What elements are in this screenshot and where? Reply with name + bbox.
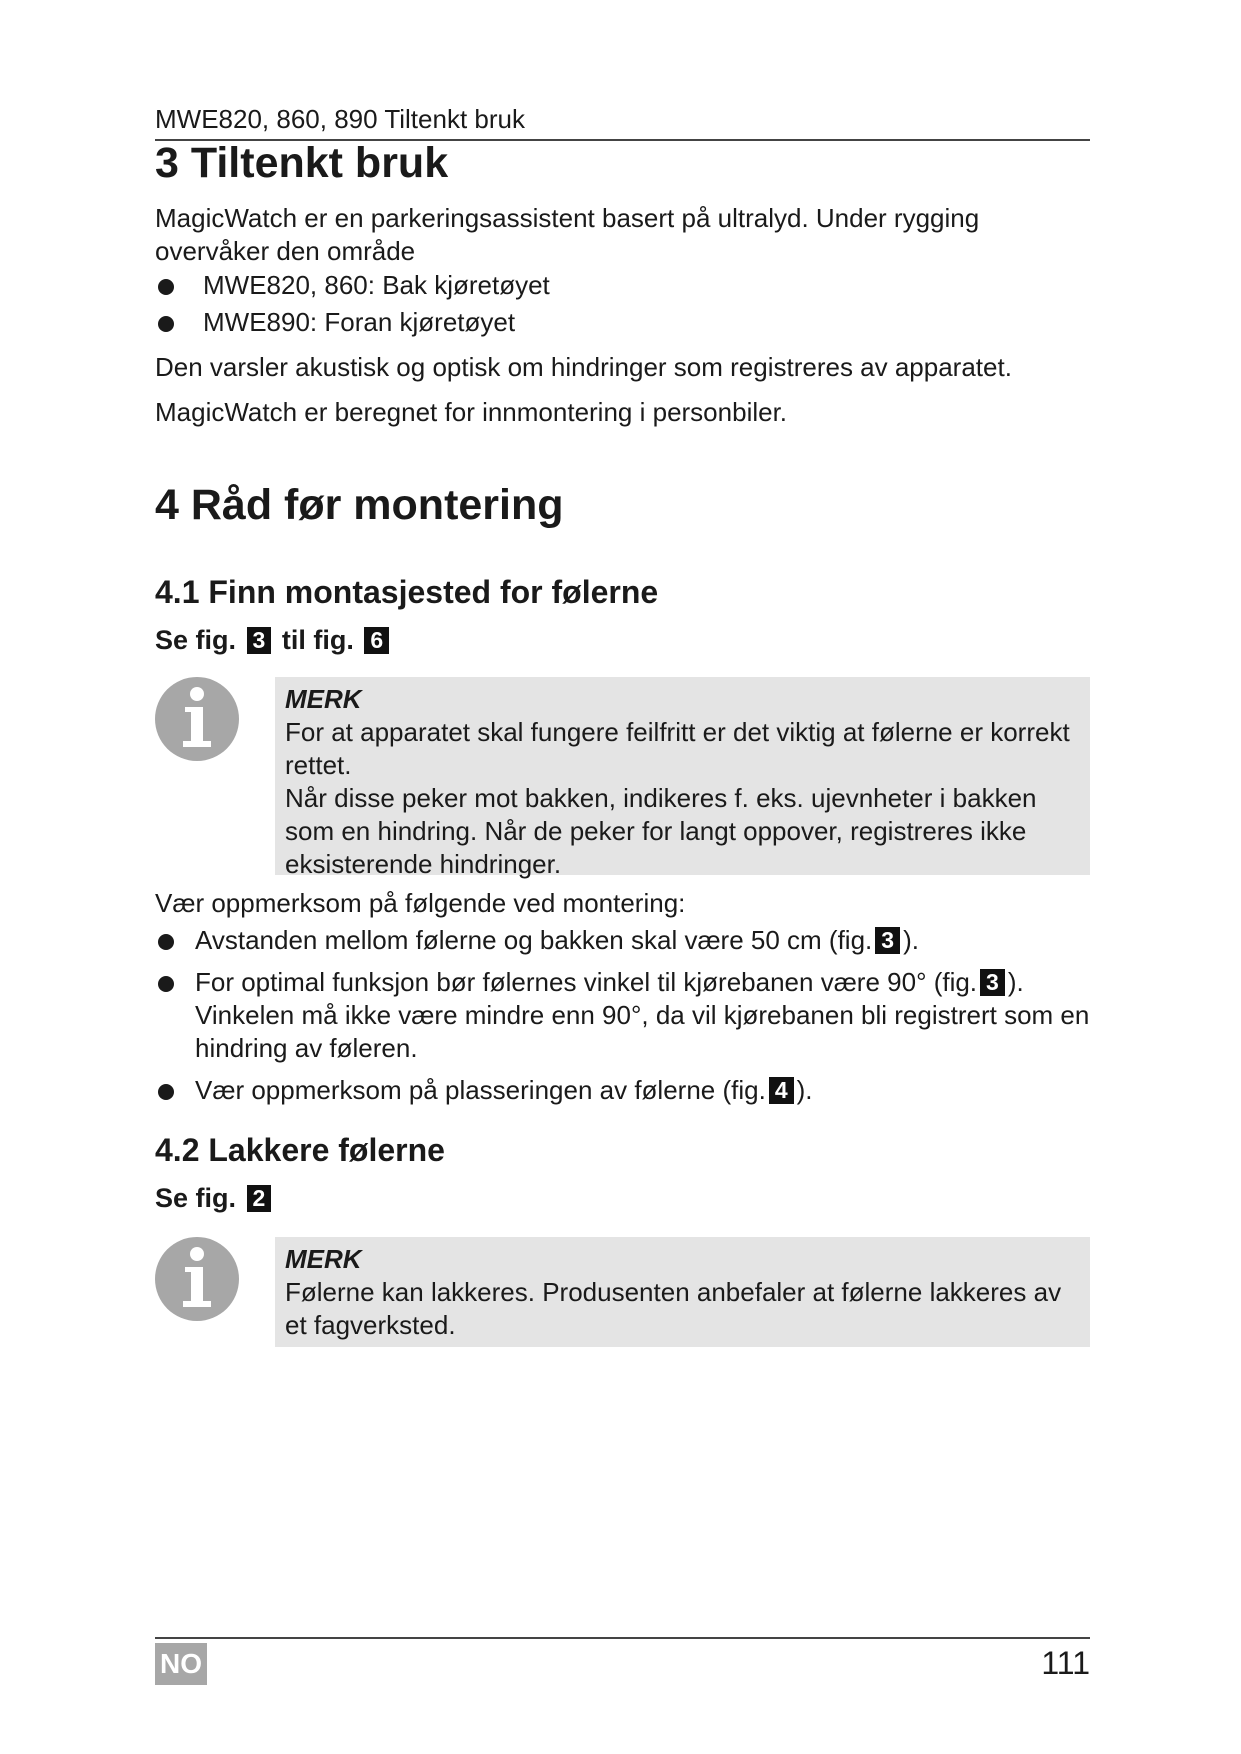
section-4-1-title: 4.1 Finn montasjested for følerne xyxy=(155,574,659,610)
note-block xyxy=(155,1237,1090,1347)
figure-badge: 2 xyxy=(247,1185,272,1212)
note-label: MERK xyxy=(285,1244,362,1274)
note-text: For at apparatet skal fungere feilfritt er det viktig at følerne er korrekt rettet. xyxy=(285,717,1070,780)
info-icon xyxy=(155,677,239,761)
bullet-dot-icon xyxy=(158,279,174,295)
info-icon xyxy=(155,1237,239,1321)
note-box xyxy=(275,1237,1090,1347)
section-3-intro: MagicWatch er en parkeringsassistent basert på ultralyd. Under rygging overvåker den område xyxy=(155,203,980,266)
list-item: Avstanden mellom følerne og bakken skal være 50 cm (fig. 3 ). xyxy=(155,924,1090,957)
see-figure-reference: Se fig. 3 til fig. 6 xyxy=(155,623,392,657)
figure-badge: 3 xyxy=(980,969,1005,996)
running-header: MWE820, 860, 890 Tiltenkt bruk xyxy=(155,103,1090,141)
figure-badge: 3 xyxy=(247,627,272,654)
bullet-dot-icon xyxy=(158,934,174,950)
figure-badge: 6 xyxy=(364,627,389,654)
section-3-bullets xyxy=(155,269,1090,339)
section-4-title: 4 Råd før montering xyxy=(155,481,564,529)
list-item: MWE820, 860: Bak kjøretøyet xyxy=(155,269,1090,302)
section-4-2-title: 4.2 Lakkere følerne xyxy=(155,1132,445,1168)
bullet-dot-icon xyxy=(158,1084,174,1100)
section-3-para2: Den varsler akustisk og optisk om hindringer som registreres av apparatet. xyxy=(155,352,1012,382)
list-item: For optimal funksjon bør følernes vinkel til kjørebanen være 90° (fig. 3 ). Vinkelen må ikke være mindre enn 90°, da vil kjørebanen bli registrert som en hindring av føleren. xyxy=(155,966,1090,1065)
bullet-dot-icon xyxy=(158,976,174,992)
section-3-para3: MagicWatch er beregnet for innmontering i personbiler. xyxy=(155,397,788,427)
bullet-dot-icon xyxy=(158,316,174,332)
see-figure-reference: Se fig. 2 xyxy=(155,1181,274,1215)
note-box xyxy=(275,677,1090,879)
mounting-bullets xyxy=(155,924,1090,1116)
list-item: MWE890: Foran kjøretøyet xyxy=(155,306,1090,339)
page-number: 111 xyxy=(1041,1645,1090,1681)
figure-badge: 4 xyxy=(769,1077,794,1104)
note-text: Følerne kan lakkeres. Produsenten anbefaler at følerne lakkeres av et fagverksted. xyxy=(285,1277,1062,1340)
note-block xyxy=(155,677,1090,879)
figure-badge: 3 xyxy=(875,927,900,954)
list-item: Vær oppmerksom på plasseringen av følerne (fig. 4 ). xyxy=(155,1074,1090,1107)
note-text: Når disse peker mot bakken, indikeres f. eks. ujevnheter i bakken som en hindring. Når de peker for langt oppover, registreres ikke eksisterende hindringer. xyxy=(285,783,1037,879)
note-label: MERK xyxy=(285,684,362,714)
mounting-lead: Vær oppmerksom på følgende ved montering: xyxy=(155,888,686,918)
language-badge: NO xyxy=(155,1643,207,1685)
section-3-title: 3 Tiltenkt bruk xyxy=(155,139,449,187)
manual-page xyxy=(155,0,1090,1754)
footer-divider xyxy=(155,1637,1090,1639)
